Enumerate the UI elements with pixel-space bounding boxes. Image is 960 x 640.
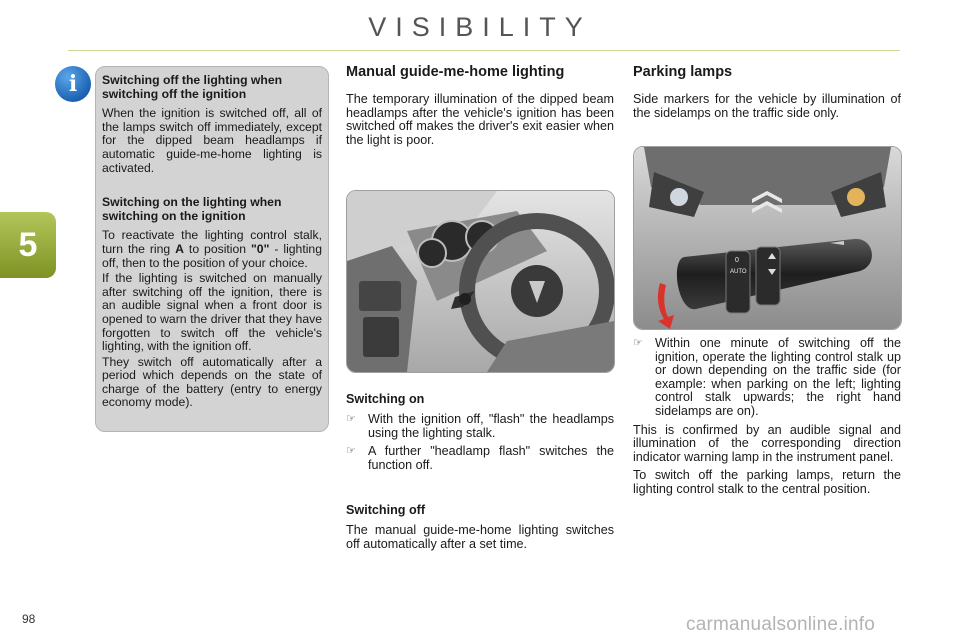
chapter-tab[interactable]: [0, 212, 56, 278]
switching-on-section: [346, 392, 614, 472]
dashboard-photo: [346, 190, 615, 373]
info-heading-switch-off: Switching off the lighting when switching off the ignition: [102, 73, 283, 101]
guide-me-home-column: [346, 64, 614, 147]
title-divider: [68, 50, 900, 51]
info-icon: [55, 66, 91, 102]
page-number: 98: [22, 612, 36, 626]
switching-off-section: [346, 503, 614, 551]
info-paragraph: If the lighting is switched on manually after switching off the ignition, there is an audible signal when a front door is opened to warn the driver that they have forgotten to switch off the vehicle's lighting, with the ignition off.: [102, 271, 322, 354]
parking-lamps-bullet: ☞ Within one minute of switching off the ignition, operate the lighting control stalk up or down depending on the traffic side (for example: when parking on the left; lighting control stalk upwards; the right hand sidelamps are on).: [633, 336, 901, 418]
guide-me-home-title: Manual guide-me-home lighting: [346, 64, 565, 80]
switching-off-title: Switching off: [346, 503, 426, 517]
parking-lamps-title: Parking lamps: [633, 64, 733, 80]
info-paragraph-reactivate: To reactivate the lighting control stalk, turn the ring A to position "0" - lighting off, then to the position of your choice.: [102, 228, 322, 270]
info-heading-switch-on: Switching on the lighting when switching on the ignition: [102, 195, 282, 223]
parking-lamps-column: [633, 64, 901, 120]
parking-lamps-details: [633, 337, 901, 497]
switching-on-title: Switching on: [346, 392, 425, 406]
chapter-number: 5: [18, 225, 38, 264]
switching-off-text: The manual guide-me-home lighting switches off automatically after a set time.: [346, 523, 614, 551]
info-paragraph: When the ignition is switched off, all of the lamps switch off immediately, except for the dipped beam headlamps if automatic guide-me-home lighting is activated.: [102, 106, 322, 175]
page-title: VISIBILITY: [368, 12, 592, 42]
switching-on-bullet: ☞ With the ignition off, "flash" the headlamps using the lighting stalk.: [346, 412, 614, 440]
bullet-pointer-icon: ☞: [346, 413, 356, 425]
parking-lamps-confirmation: This is confirmed by an audible signal and illumination of the corresponding direction indicator warning lamp in the instrument panel.: [633, 422, 901, 464]
parking-lamps-switch-off: To switch off the parking lamps, return the lighting control stalk to the central position.: [633, 468, 901, 496]
watermark: carmanualsonline.info: [686, 614, 876, 635]
bullet-pointer-icon: ☞: [633, 337, 643, 349]
info-paragraph: They switch off automatically after a period which depends on the state of charge of the battery (entry to energy economy mode).: [102, 354, 322, 410]
stalk-label-zero: 0: [735, 257, 739, 264]
stalk-label-auto: AUTO: [730, 269, 747, 275]
info-icon-glyph: i: [68, 71, 78, 97]
bullet-pointer-icon: ☞: [346, 445, 356, 458]
car-front-stalk-photo: [633, 146, 902, 330]
info-box: [95, 66, 329, 432]
parking-lamps-intro: Side markers for the vehicle by illumination of the sidelamps on the traffic side only.: [633, 92, 901, 120]
guide-me-home-intro: The temporary illumination of the dipped beam headlamps after the vehicle's ignition has been switched off makes the driver's exit easier when the light is poor.: [346, 92, 614, 147]
switching-on-bullet: ☞ A further "headlamp flash" switches the function off.: [346, 444, 614, 472]
